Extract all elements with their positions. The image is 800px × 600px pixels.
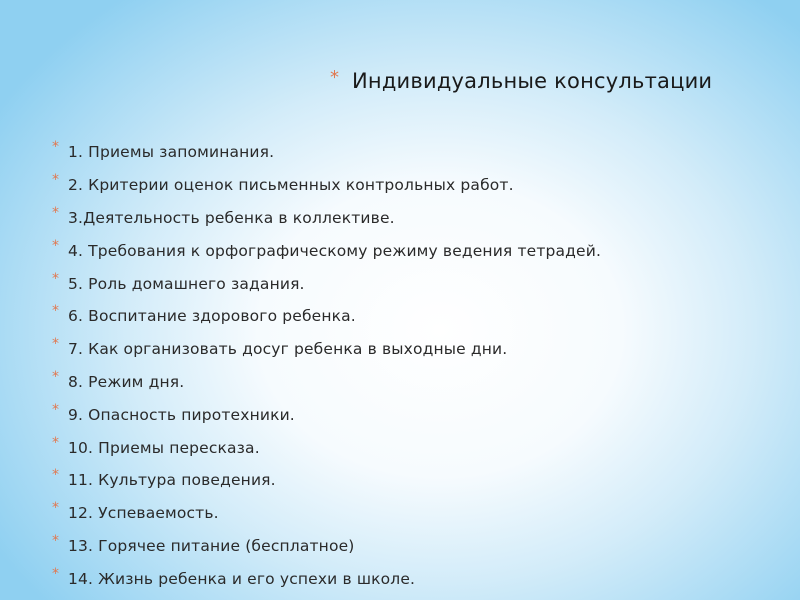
slide-title: Индивидуальные консультации xyxy=(352,69,713,93)
title-bullet-icon: * xyxy=(330,66,339,88)
list-item-text: 3.Деятельность ребенка в коллективе. xyxy=(68,208,395,227)
list-item xyxy=(52,464,601,497)
list-item-text: 1. Приемы запоминания. xyxy=(68,143,275,162)
consultation-topics-list xyxy=(52,136,601,595)
list-item-text: 4. Требования к орфографическому режиму ведения тетрадей. xyxy=(68,241,602,260)
bullet-icon: * xyxy=(52,303,59,320)
bullet-icon: * xyxy=(52,204,59,221)
list-item xyxy=(52,267,601,300)
bullet-icon: * xyxy=(52,336,59,353)
bullet-icon: * xyxy=(52,467,59,484)
list-item xyxy=(52,398,601,431)
list-item-text: 9. Опасность пиротехники. xyxy=(68,405,295,424)
list-item xyxy=(52,300,601,333)
bullet-icon: * xyxy=(52,532,59,549)
bullet-icon: * xyxy=(52,434,59,451)
bullet-icon: * xyxy=(52,500,59,517)
bullet-icon: * xyxy=(52,139,59,156)
list-item-text: 5. Роль домашнего задания. xyxy=(68,274,305,293)
list-item xyxy=(52,497,601,530)
list-item xyxy=(52,136,601,169)
list-item-text: 12. Успеваемость. xyxy=(68,504,219,523)
list-item xyxy=(52,431,601,464)
bullet-icon: * xyxy=(52,270,59,287)
bullet-icon: * xyxy=(52,565,59,582)
list-item xyxy=(52,202,601,235)
bullet-icon: * xyxy=(52,172,59,189)
bullet-icon: * xyxy=(52,368,59,385)
list-item-text: 10. Приемы пересказа. xyxy=(68,438,260,457)
list-item xyxy=(52,234,601,267)
list-item-text: 13. Горячее питание (бесплатное) xyxy=(68,536,355,555)
list-item-text: 6. Воспитание здорового ребенка. xyxy=(68,307,356,326)
bullet-icon: * xyxy=(52,237,59,254)
list-item xyxy=(52,562,601,595)
bullet-icon: * xyxy=(52,401,59,418)
list-item xyxy=(52,333,601,366)
slide-title-row xyxy=(330,64,712,98)
list-item-text: 2. Критерии оценок письменных контрольных работ. xyxy=(68,176,514,195)
list-item-text: 7. Как организовать досуг ребенка в выходные дни. xyxy=(68,340,508,359)
list-item-text: 14. Жизнь ребенка и его успехи в школе. xyxy=(68,569,416,588)
list-item xyxy=(52,366,601,399)
list-item-text: 11. Культура поведения. xyxy=(68,471,276,490)
list-item-text: 8. Режим дня. xyxy=(68,372,185,391)
list-item xyxy=(52,530,601,563)
list-item xyxy=(52,169,601,202)
